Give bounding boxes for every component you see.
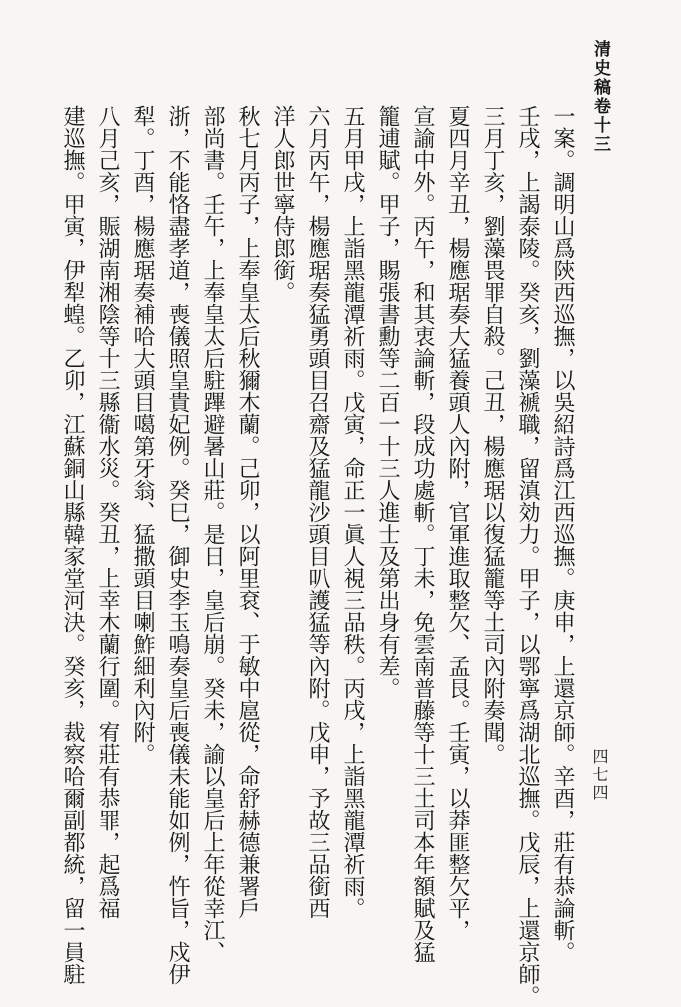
text-column-9: 洋人郎世寧侍郎銜。 — [270, 105, 295, 303]
text-column-1: 一案。調明山爲陝西巡撫，以吳紹詩爲江西巡撫。庚申，上還京師。辛酉，莊有恭論斬。 — [550, 105, 575, 963]
text-column-14: 八月己亥，賑湖南湘陰等十三縣衞水災。癸丑，上幸木蘭行圍。宥莊有恭罪，起爲福 — [95, 105, 120, 919]
text-column-10: 秋七月丙子，上奉皇太后秋獮木蘭。己卯，以阿里袞、于敏中扈從，命舒赫德兼署戶 — [235, 105, 260, 919]
text-column-5: 宣諭中外。丙午，和其衷論斬，段成功處斬。丁未，免雲南普藤等十三土司本年額賦及猛 — [410, 105, 435, 963]
page-number: 四七四 — [590, 748, 609, 802]
text-column-15: 建巡撫。甲寅，伊犁蝗。乙卯，江蘇銅山縣韓家堂河決。癸亥，裁察哈爾副都統，留一員駐 — [60, 105, 85, 985]
document-body — [60, 105, 580, 1007]
text-column-12: 浙，不能恪盡孝道，喪儀照皇貴妃例。癸巳，御史李玉鳴奏皇后喪儀未能如例，忤旨，戍伊 — [165, 105, 190, 985]
running-header-title: 清史稿卷十三 — [590, 40, 610, 154]
text-column-11: 部尚書。壬午，上奉皇太后駐蹕避暑山莊。是日，皇后崩。癸未，諭以皇后上年從幸江、 — [200, 105, 225, 963]
text-column-4: 夏四月辛丑，楊應琚奏大猛養頭人內附，官軍進取整欠、孟艮。壬寅，以莽匪整欠平， — [445, 105, 470, 941]
text-column-6: 籠逋賦。甲子，賜張書勳等二百一十三人進士及第出身有差。 — [375, 105, 400, 699]
text-column-3: 三月丁亥，劉藻畏罪自殺。己丑，楊應琚以復猛籠等土司內附奏聞。 — [480, 105, 505, 765]
text-column-13: 犁。丁酉，楊應琚奏補哈大頭目噶第牙翁、猛撒頭目喇鮓細利內附。 — [130, 105, 155, 765]
text-column-8: 六月丙午，楊應琚奏猛勇頭目召齋及猛龍沙頭目叭護猛等內附。戊申，予故三品銜西 — [305, 105, 330, 919]
text-column-7: 五月甲戌，上詣黑龍潭祈雨。戊寅，命正一眞人視三品秩。丙戌，上詣黑龍潭祈雨。 — [340, 105, 365, 919]
text-column-2: 壬戌，上謁泰陵。癸亥，劉藻褫職，留滇効力。甲子，以鄂寧爲湖北巡撫。戊辰，上還京師。 — [515, 105, 540, 1007]
